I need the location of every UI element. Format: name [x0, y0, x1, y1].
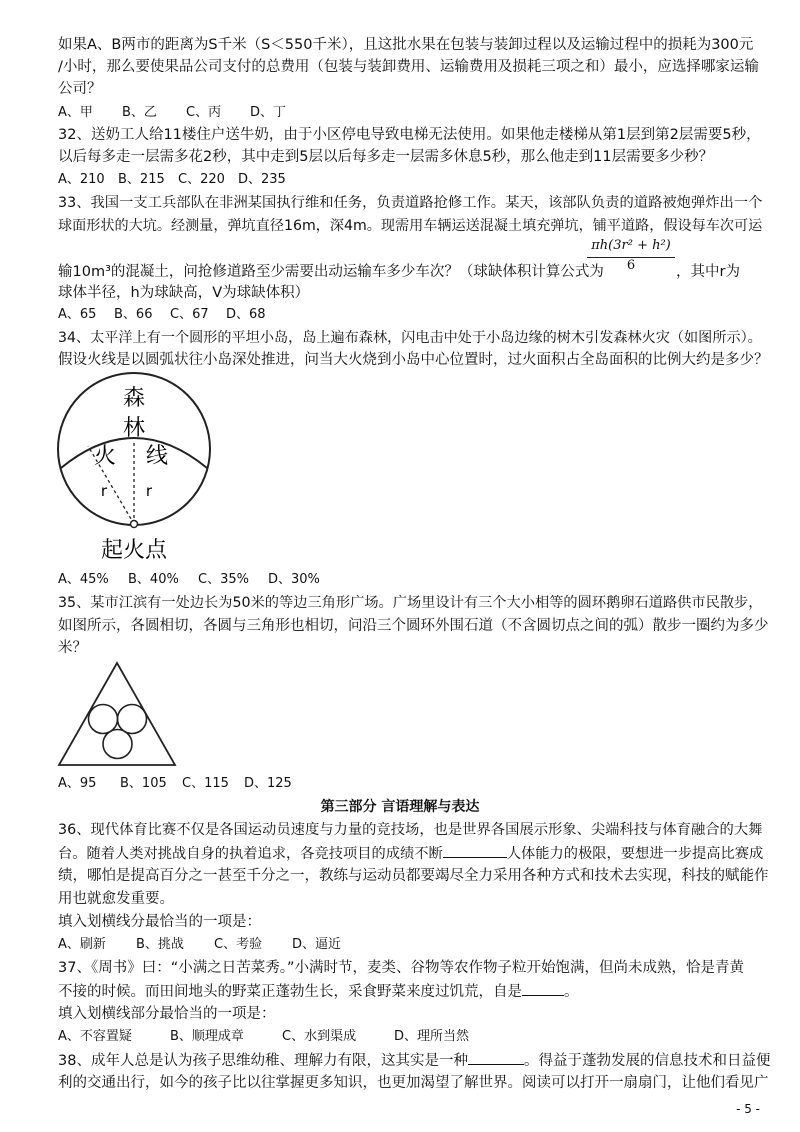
q35-line3: 米？ — [58, 640, 87, 656]
q36-option-c: C、考验 — [214, 937, 263, 952]
section-title: 第三部分 言语理解与表达 — [320, 799, 480, 815]
q34-option-d: D、30% — [268, 572, 320, 587]
q31-option-c: C、丙 — [186, 105, 222, 120]
q34-line2: 假设火线是以圆弧状往小岛深处推进，问当大火烧到小岛中心位置时，过火面积占全岛面积的比例大约是多少？ — [58, 352, 769, 368]
fireline-char-1: 火 — [93, 444, 117, 469]
q37-option-d: D、理所当然 — [394, 1029, 470, 1044]
triangle-circles-figure — [56, 660, 180, 770]
q33-option-c: C、67 — [170, 307, 209, 322]
q35-option-b: B、105 — [120, 776, 167, 791]
q37-blank — [522, 981, 564, 996]
formula-numerator: πh(3r² + h²) — [591, 238, 671, 253]
forest-fire-island-figure — [50, 372, 220, 567]
ring-circle-bottom — [103, 730, 132, 759]
q36-line2-part2: 人体能力的极限，要想进一步提高比赛成 — [506, 846, 764, 862]
ring-circle-left — [89, 705, 118, 734]
q34-option-b: B、40% — [128, 572, 179, 587]
forest-char-1: 森 — [122, 386, 146, 411]
radius-label-right: r — [145, 482, 153, 500]
q37-options — [58, 1027, 469, 1047]
q36-prompt: 填入划横线分最恰当的一项是： — [58, 914, 261, 930]
q35-option-d: D、125 — [244, 776, 292, 791]
q36-option-d: D、逼近 — [292, 937, 342, 952]
q38-line1-part2: 。得益于蓬勃发展的信息技术和日益便 — [523, 1053, 771, 1069]
ignition-point-marker — [131, 521, 138, 528]
q37-line2-part2: 。 — [564, 984, 579, 1000]
q38-line2: 利的交通出行，如今的孩子比以往掌握更多知识，也更加渴望了解世界。阅读可以打开一扇扇门，让他们看见广 — [58, 1075, 769, 1091]
q34-option-c: C、35% — [198, 572, 249, 587]
q32-options — [58, 170, 286, 190]
q36-blank — [443, 843, 507, 858]
q31-option-b: B、乙 — [122, 105, 157, 120]
q35-option-c: C、115 — [182, 776, 229, 791]
q33-line4: 球体半径，h为球缺高，V为球缺体积） — [58, 285, 310, 301]
q33-line2: 球面形状的大坑。经测量，弹坑直径16m，深4m。现需用车辆运送混凝土填充弹坑，铺平道路，假设每车次可运 — [58, 218, 763, 234]
radius-label-left: r — [100, 482, 108, 500]
q33-line3a: 输10m³的混凝土，问抢修道路至少需要出动运输车多少车次？（球缺体积计算公式为 — [58, 264, 604, 280]
q32-option-c: C、220 — [178, 172, 225, 187]
q32-option-a: A、210 — [58, 172, 105, 187]
q32-line1: 32、送奶工人给11楼住户送牛奶，由于小区停电导致电梯无法使用。如果他走楼梯从第1层到第2层需要5秒， — [58, 127, 761, 143]
q32-line2: 以后每多走一层需多花2秒，其中走到5层以后每多走一层需多休息5秒，那么他走到11层需要多少秒？ — [58, 149, 714, 165]
q31-line2: /小时，那么要使果品公司支付的总费用（包装与装卸费用、运输费用及损耗三项之和）最小，应选择哪家运输 — [58, 59, 759, 75]
q37-option-a: A、不容置疑 — [58, 1029, 132, 1044]
q31-option-d: D、丁 — [250, 105, 287, 120]
q33-line1: 33、我国一支工兵部队在非洲某国执行维和任务，负责道路抢修工作。某天，该部队负责的道路被炮弹炸出一个 — [58, 195, 763, 211]
page-number: - 5 - — [736, 1102, 760, 1116]
q36-option-a: A、刷新 — [58, 937, 106, 952]
q38-blank — [468, 1050, 524, 1065]
q33-option-a: A、65 — [58, 307, 97, 322]
q36-options — [58, 935, 341, 955]
q36-line3: 绩，哪怕是提高百分之一甚至千分之一，教练与运动员都要竭尽全力采用各种方式和技术去实现，科技的赋能作 — [58, 868, 769, 884]
q34-option-a: A、45% — [58, 572, 109, 587]
forest-char-2: 林 — [122, 416, 146, 441]
formula-denominator: 6 — [626, 258, 636, 273]
q31-options — [58, 103, 286, 123]
fireline-char-2: 线 — [145, 444, 169, 469]
q31-line3: 公司？ — [58, 81, 102, 97]
q38-line1-part1: 38、成年人总是认为孩子思维幼稚、理解力有限，这其实是一种 — [58, 1053, 468, 1069]
q32-option-d: D、235 — [238, 172, 286, 187]
q34-line1: 34、太平洋上有一个圆形的平坦小岛，岛上遍布森林，闪电击中处于小岛边缘的树木引发森林火灾（如图所示）。 — [58, 330, 762, 346]
sphere-cap-volume-formula — [585, 238, 677, 274]
q33-option-d: D、68 — [226, 307, 266, 322]
q36-line2-part1: 台。随着人类对挑战自身的执着追求，各竞技项目的成绩不断 — [58, 846, 443, 862]
q34-options — [58, 570, 320, 590]
ring-circle-right — [118, 705, 147, 734]
q33-line3b: ，其中r为 — [676, 264, 740, 280]
ignition-point-label: 起火点 — [100, 538, 168, 563]
q37-line1: 37、《周书》曰：“小满之日苦菜秀。”小满时节，麦类、谷物等农作物子粒开始饱满，但尚未成熟，恰是青黄 — [58, 960, 744, 976]
q32-option-b: B、215 — [118, 172, 165, 187]
q37-prompt: 填入划横线部分最恰当的一项是： — [58, 1006, 276, 1022]
q37-option-c: C、水到渠成 — [282, 1029, 357, 1044]
q33-options — [58, 305, 266, 325]
q35-line2: 如图所示，各圆相切，各圆与三角形也相切，问沿三个圆环外围石道（不含圆切点之间的弧）散步一圈约为多少 — [58, 618, 769, 634]
q33-option-b: B、66 — [114, 307, 153, 322]
q36-line1: 36、现代体育比赛不仅是各国运动员速度与力量的竞技场，也是世界各国展示形象、尖端科技与体育融合的大舞 — [58, 822, 763, 838]
q36-option-b: B、挑战 — [136, 937, 184, 952]
q37-line2 — [58, 981, 758, 1002]
q37-line2-part1: 不接的时候。而田间地头的野菜正蓬勃生长，采食野菜来度过饥荒，自是 — [58, 984, 522, 1000]
q31-line1: 如果A、B两市的距离为S千米（S＜550千米），且这批水果在包装与装卸过程以及运输过程中的损耗为300元 — [58, 37, 754, 53]
q35-options — [58, 774, 292, 794]
q35-option-a: A、95 — [58, 776, 97, 791]
q37-option-b: B、顺理成章 — [170, 1029, 244, 1044]
q35-line1: 35、某市江滨有一处边长为50米的等边三角形广场。广场里设计有三个大小相等的圆环鹅卵石道路供市民散步， — [58, 595, 763, 611]
q31-option-a: A、甲 — [58, 105, 93, 120]
q38-line1 — [58, 1050, 771, 1071]
q36-line2 — [58, 843, 764, 864]
q36-line4: 用也就愈发重要。 — [58, 891, 174, 907]
